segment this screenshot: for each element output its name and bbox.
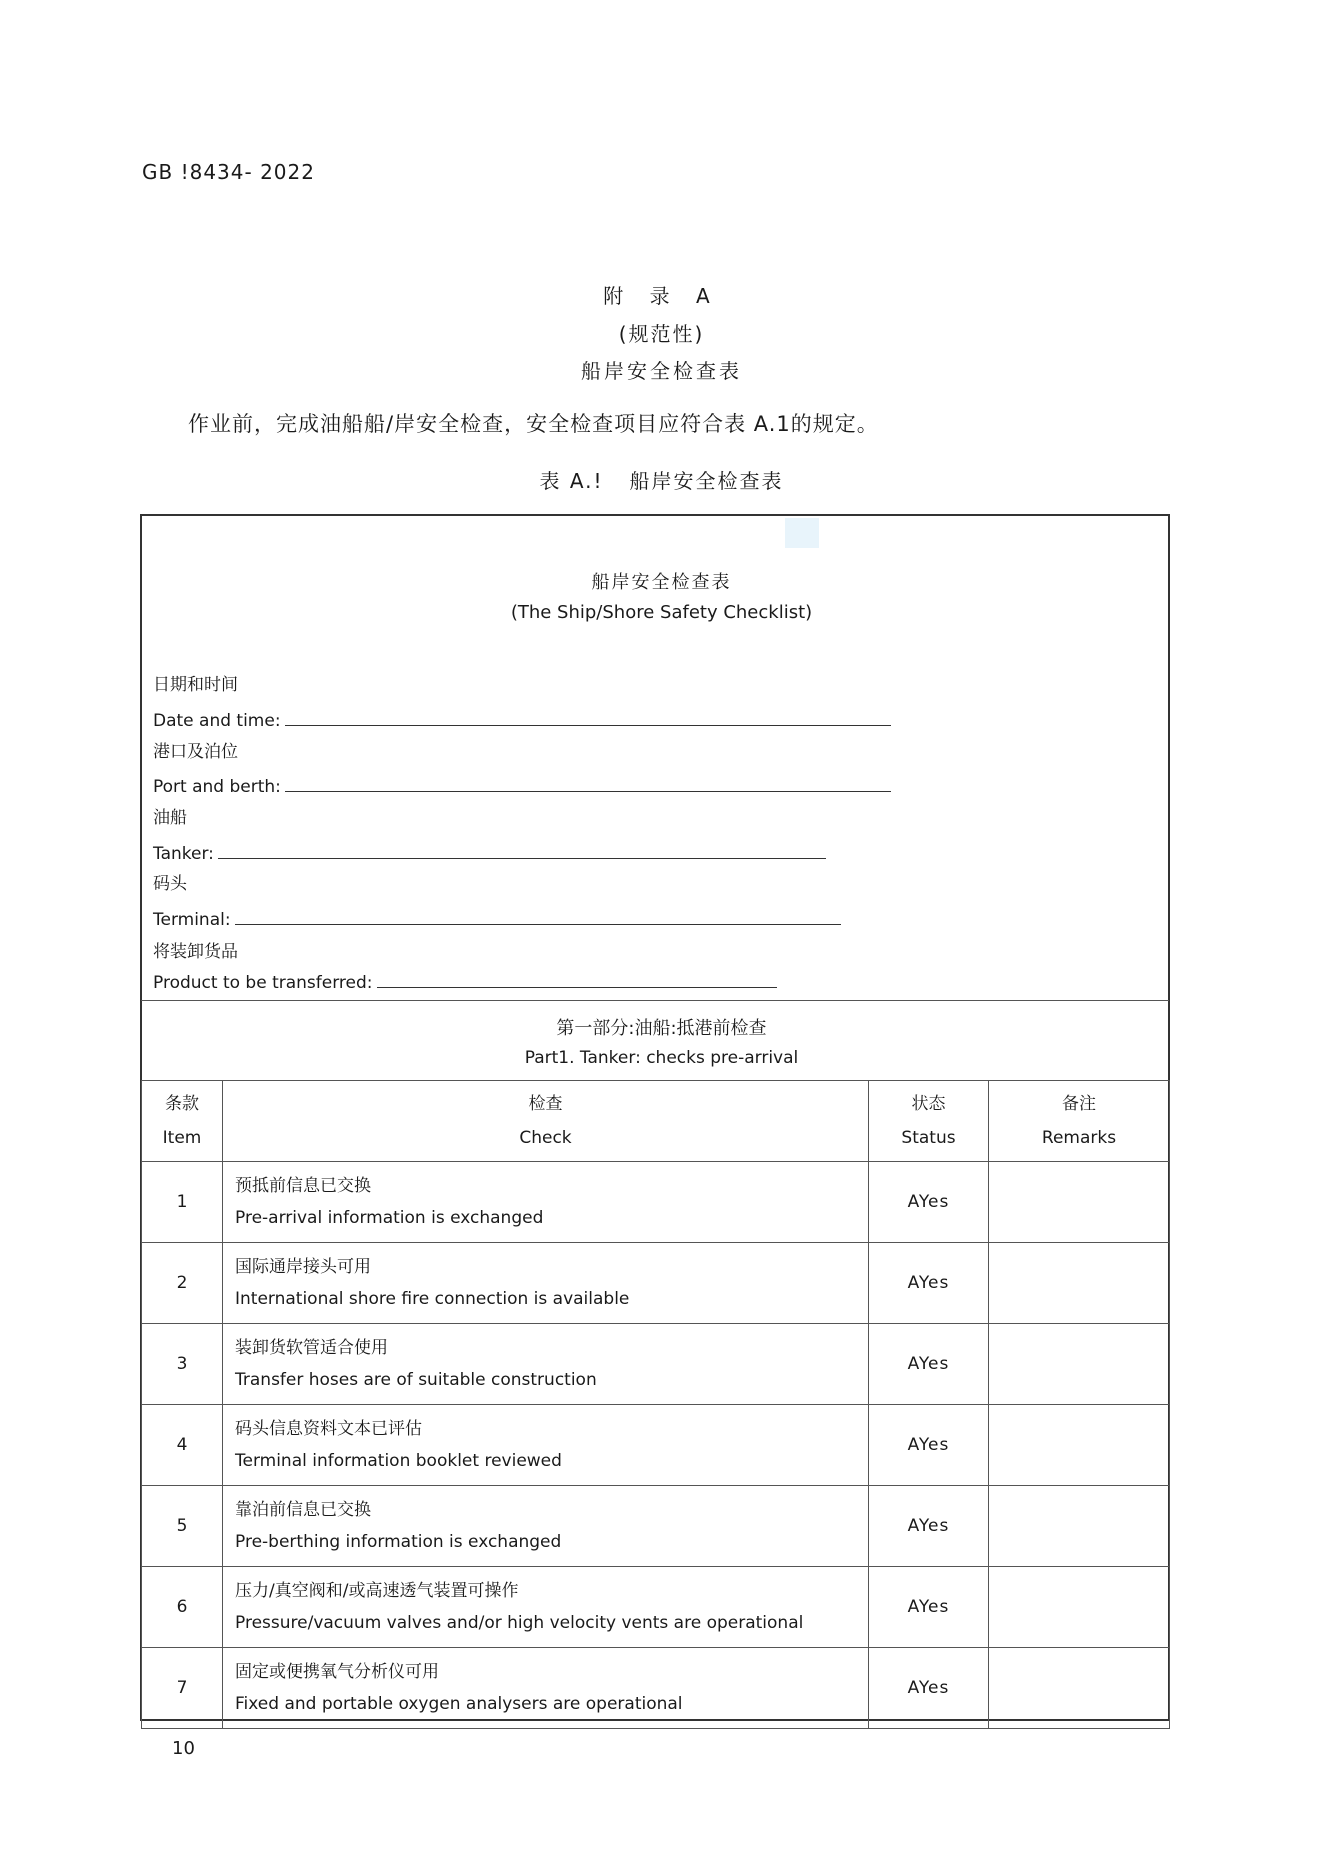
- date-label-zh: 日期和时间: [153, 675, 238, 695]
- tanker-input-line[interactable]: [218, 842, 826, 859]
- terminal-label-en: Terminal:: [153, 910, 231, 930]
- port-label-en: Port and berth:: [153, 777, 281, 797]
- table-row: [142, 1162, 1170, 1243]
- item-number: 6: [142, 1567, 223, 1648]
- check-text: 固定或便携氧气分析仪可用 Fixed and portable oxygen analysers are operational: [223, 1648, 869, 1729]
- appendix-title: 附 录 A: [603, 284, 720, 308]
- checklist-title-en: (The Ship/Shore Safety Checklist): [510, 602, 813, 623]
- port-input-line[interactable]: [285, 775, 891, 792]
- status-cell[interactable]: AYes: [869, 1486, 989, 1567]
- table-row: [142, 1567, 1170, 1648]
- status-cell[interactable]: AYes: [869, 1162, 989, 1243]
- item-number: 5: [142, 1486, 223, 1567]
- tanker-field[interactable]: [153, 842, 826, 864]
- remarks-cell[interactable]: [989, 1162, 1170, 1243]
- section-divider: [141, 1000, 1169, 1001]
- check-text: 国际通岸接头可用 International shore fire connection is available: [223, 1243, 869, 1324]
- remarks-cell[interactable]: [989, 1567, 1170, 1648]
- item-number: 7: [142, 1648, 223, 1729]
- highlight-marker: [785, 518, 819, 548]
- part-title-zh: 第一部分:油船:抵港前检查: [556, 1018, 767, 1039]
- terminal-field[interactable]: [153, 908, 841, 930]
- part-title-en: Part1. Tanker: checks pre-arrival: [524, 1048, 799, 1068]
- product-input-line[interactable]: [377, 971, 777, 988]
- col-status-header: 状态 Status: [869, 1081, 989, 1162]
- table-row: [142, 1486, 1170, 1567]
- table-row: [142, 1243, 1170, 1324]
- table-number: 表 A.!: [539, 469, 604, 493]
- product-field[interactable]: [153, 971, 777, 993]
- status-cell[interactable]: AYes: [869, 1648, 989, 1729]
- product-label-zh: 将装卸货品: [153, 942, 238, 962]
- status-cell[interactable]: AYes: [869, 1405, 989, 1486]
- product-label-en: Product to be transferred:: [153, 973, 373, 993]
- item-number: 2: [142, 1243, 223, 1324]
- item-number: 4: [142, 1405, 223, 1486]
- col-item-header: 条款 Item: [142, 1081, 223, 1162]
- table-row: [142, 1324, 1170, 1405]
- col-check-header: 检查 Check: [223, 1081, 869, 1162]
- col-remarks-header: 备注 Remarks: [989, 1081, 1170, 1162]
- remarks-cell[interactable]: [989, 1648, 1170, 1729]
- port-label-zh: 港口及泊位: [153, 742, 238, 762]
- remarks-cell[interactable]: [989, 1243, 1170, 1324]
- table-name: 船岸安全检查表: [629, 469, 784, 493]
- table-row: [142, 1648, 1170, 1729]
- page-number: 10: [172, 1738, 195, 1759]
- status-cell[interactable]: AYes: [869, 1324, 989, 1405]
- remarks-cell[interactable]: [989, 1405, 1170, 1486]
- remarks-cell[interactable]: [989, 1486, 1170, 1567]
- item-number: 3: [142, 1324, 223, 1405]
- standard-code: GB !8434- 2022: [142, 160, 315, 184]
- date-label-en: Date and time:: [153, 711, 281, 731]
- check-text: 预抵前信息已交换 Pre-arrival information is exchanged: [223, 1162, 869, 1243]
- terminal-label-zh: 码头: [153, 874, 187, 894]
- table-caption: [0, 465, 1323, 494]
- terminal-input-line[interactable]: [235, 908, 841, 925]
- date-input-line[interactable]: [285, 709, 891, 726]
- status-cell[interactable]: AYes: [869, 1243, 989, 1324]
- table-row: [142, 1405, 1170, 1486]
- appendix-name: 船岸安全检查表: [581, 359, 742, 383]
- remarks-cell[interactable]: [989, 1324, 1170, 1405]
- checklist-table: [141, 1080, 1170, 1729]
- check-text: 码头信息资料文本已评估 Terminal information booklet reviewed: [223, 1405, 869, 1486]
- check-text: 装卸货软管适合使用 Transfer hoses are of suitable construction: [223, 1324, 869, 1405]
- tanker-label-zh: 油船: [153, 808, 187, 828]
- port-field[interactable]: [153, 775, 891, 797]
- tanker-label-en: Tanker:: [153, 844, 214, 864]
- table-header-row: [142, 1081, 1170, 1162]
- intro-paragraph: 作业前，完成油船船/岸安全检查，安全检查项目应符合表 A.1的规定。: [188, 412, 879, 436]
- date-field[interactable]: [153, 709, 891, 731]
- check-text: 靠泊前信息已交换 Pre-berthing information is exchanged: [223, 1486, 869, 1567]
- appendix-nature: (规范性): [618, 322, 705, 346]
- item-number: 1: [142, 1162, 223, 1243]
- check-text: 压力/真空阀和/或高速透气装置可操作 Pressure/vacuum valves and/or high velocity vents are operational: [223, 1567, 869, 1648]
- checklist-title-zh: 船岸安全检查表: [591, 572, 732, 593]
- status-cell[interactable]: AYes: [869, 1567, 989, 1648]
